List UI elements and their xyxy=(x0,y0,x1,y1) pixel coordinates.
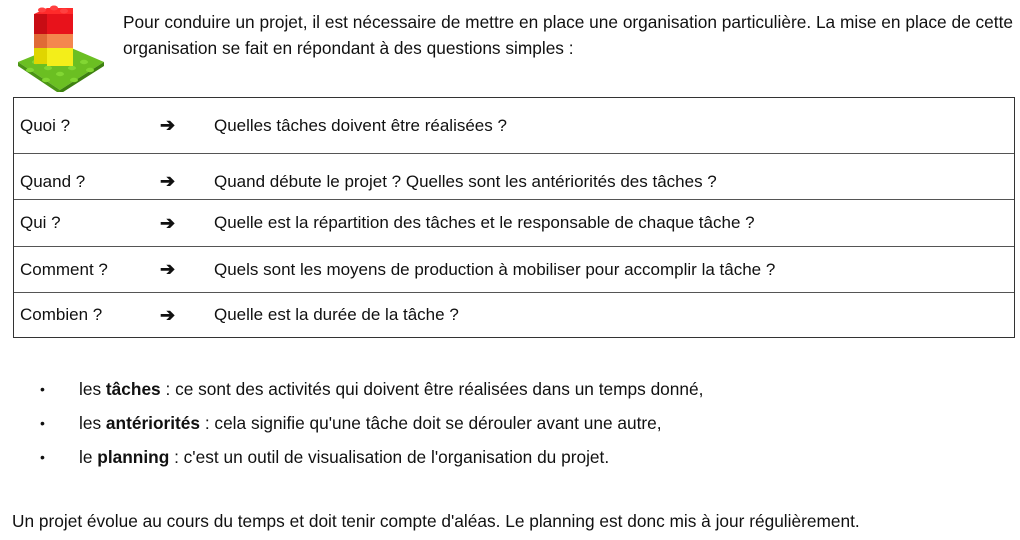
prefix: les xyxy=(79,412,106,433)
table-row xyxy=(14,98,1014,153)
definition-text xyxy=(79,447,609,468)
table-row xyxy=(14,199,1014,246)
answer-cell: Quelle est la durée de la tâche ? xyxy=(214,305,459,324)
definition: : c'est un outil de visualisation de l'organisation du projet. xyxy=(169,446,610,467)
question-cell: Combien ? xyxy=(20,305,103,324)
list-item xyxy=(40,406,703,440)
answer-cell: Quelles tâches doivent être réalisées ? xyxy=(214,115,507,135)
definition: : ce sont des activités qui doivent être réalisées dans un temps donné, xyxy=(160,378,704,399)
question-cell: Quand ? xyxy=(20,171,86,191)
question-cell: Comment ? xyxy=(20,259,108,279)
question-cell: Quoi ? xyxy=(20,115,71,135)
answer-cell: Quand débute le projet ? Quelles sont les antériorités des tâches ? xyxy=(214,171,717,191)
bullet-icon: • xyxy=(40,449,45,465)
prefix: le xyxy=(79,446,98,467)
definitions-list xyxy=(40,372,703,474)
list-item xyxy=(40,372,703,406)
definition-text xyxy=(79,379,703,400)
definition: : cela signifie qu'une tâche doit se dérouler avant une autre, xyxy=(200,412,662,433)
arrow-icon: ➔ xyxy=(160,171,176,191)
term: tâches xyxy=(105,378,161,399)
arrow-icon: ➔ xyxy=(160,212,176,233)
closing-paragraph: Un projet évolue au cours du temps et doit tenir compte d'aléas. Le planning est donc mis à jour régulièrement. xyxy=(12,511,860,531)
term: planning xyxy=(97,446,170,467)
questions-table xyxy=(13,97,1015,338)
table-row xyxy=(14,246,1014,292)
arrow-icon: ➔ xyxy=(160,115,176,135)
lego-brick-stack-icon xyxy=(14,4,106,92)
table-row xyxy=(14,153,1014,199)
definition-text xyxy=(79,413,662,434)
table-row xyxy=(14,292,1014,337)
arrow-icon: ➔ xyxy=(160,304,176,325)
term: antériorités xyxy=(105,412,201,433)
intro-paragraph: Pour conduire un projet, il est nécessaire de mettre en place une organisation particulière. La mise en place de cette organisation se fait en répondant à des questions simples : xyxy=(123,12,1013,58)
bullet-icon: • xyxy=(40,415,45,431)
arrow-icon: ➔ xyxy=(160,259,176,279)
list-item xyxy=(40,440,703,474)
bullet-icon: • xyxy=(40,381,45,397)
question-cell: Qui ? xyxy=(20,213,61,232)
answer-cell: Quelle est la répartition des tâches et le responsable de chaque tâche ? xyxy=(214,213,755,232)
answer-cell: Quels sont les moyens de production à mobiliser pour accomplir la tâche ? xyxy=(214,259,776,279)
prefix: les xyxy=(79,378,106,399)
